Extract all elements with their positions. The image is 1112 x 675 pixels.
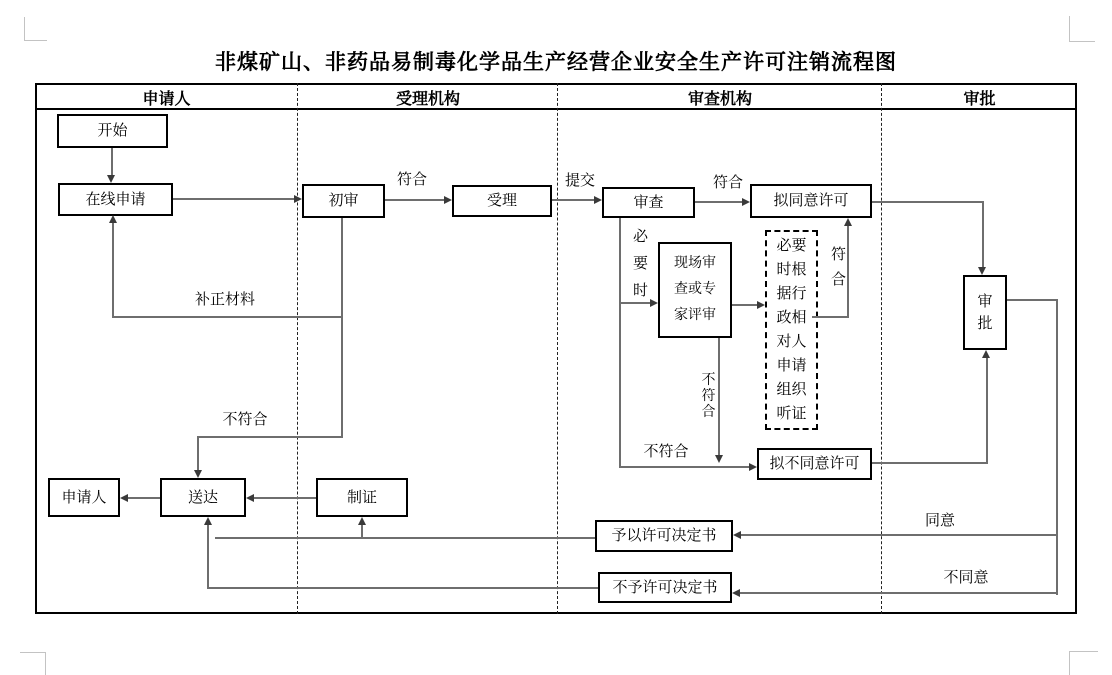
connector xyxy=(361,524,363,538)
arrowhead xyxy=(733,531,741,539)
flow-node-applicant: 申请人 xyxy=(48,478,120,517)
edge-label-conform-1: 符合 xyxy=(396,172,427,188)
arrowhead xyxy=(982,350,990,358)
flow-node-label: 审批 xyxy=(977,293,993,332)
connector xyxy=(341,218,343,438)
edge-label-conform-2: 符合 xyxy=(712,175,743,191)
connector xyxy=(872,462,988,464)
arrowhead xyxy=(204,517,212,525)
flow-node-deliver: 送达 xyxy=(160,478,246,517)
connector xyxy=(732,304,757,306)
lane-divider-1 xyxy=(297,83,298,614)
arrowhead xyxy=(120,494,128,502)
crop-mark-top-left xyxy=(24,17,47,41)
lane-header-review-agency: 审查机构 xyxy=(687,91,752,108)
arrowhead xyxy=(978,267,986,275)
flow-node-make-cert: 制证 xyxy=(316,478,408,517)
connector xyxy=(207,587,598,589)
connector xyxy=(982,201,984,267)
flow-node-online-apply: 在线申请 xyxy=(58,183,173,216)
arrowhead xyxy=(732,589,740,597)
connector xyxy=(1007,299,1058,301)
crop-mark-bottom-right xyxy=(1069,651,1098,675)
connector xyxy=(254,497,316,499)
flow-node-label: 必要时根据行政相对人申请组织听证 xyxy=(776,238,807,422)
arrowhead xyxy=(749,463,757,471)
connector xyxy=(173,198,294,200)
arrowhead xyxy=(107,175,115,183)
arrowhead xyxy=(715,455,723,463)
flow-node-hearing xyxy=(765,230,818,430)
connector xyxy=(197,436,199,470)
edge-label-not-conform-3: 不符合 xyxy=(643,444,689,460)
lane-header-applicant: 申请人 xyxy=(142,91,191,108)
connector xyxy=(695,201,742,203)
flow-node-propose-approve: 拟同意许可 xyxy=(750,184,872,218)
connector xyxy=(197,436,343,438)
arrowhead xyxy=(109,215,117,223)
flow-node-grant-decision: 予以许可决定书 xyxy=(595,520,733,552)
edge-label-supplement-materials: 补正材料 xyxy=(194,292,255,308)
edge-label-conform-3: 符合 xyxy=(830,247,846,288)
lane-header-approval: 审批 xyxy=(963,91,996,108)
connector xyxy=(112,316,343,318)
lane-header-accepting-agency: 受理机构 xyxy=(395,91,460,108)
flow-node-accept: 受理 xyxy=(452,185,552,217)
connector xyxy=(215,537,595,539)
flow-node-review: 审查 xyxy=(602,187,695,218)
connector xyxy=(207,524,209,588)
flow-node-deny-decision: 不予许可决定书 xyxy=(598,572,732,603)
page-title: 非煤矿山、非药品易制毒化学品生产经营企业安全生产许可注销流程图 xyxy=(215,50,897,74)
flow-node-approve xyxy=(963,275,1007,350)
connector xyxy=(385,199,444,201)
connector xyxy=(552,199,594,201)
edge-label-submit: 提交 xyxy=(564,173,595,189)
lane-divider-2 xyxy=(557,83,558,614)
arrowhead xyxy=(594,196,602,204)
connector xyxy=(619,466,749,468)
edge-label-agree: 同意 xyxy=(924,513,955,529)
arrowhead xyxy=(742,198,750,206)
connector xyxy=(619,218,621,468)
edge-label-not-conform-1: 不符合 xyxy=(222,412,268,428)
connector xyxy=(986,358,988,464)
connector xyxy=(718,338,720,455)
flow-node-site-review xyxy=(658,242,732,338)
connector xyxy=(740,592,1058,594)
flow-node-propose-reject: 拟不同意许可 xyxy=(757,448,872,480)
connector xyxy=(872,201,984,203)
flow-node-initial-review: 初审 xyxy=(302,184,385,218)
flow-node-label: 现场审查或专家评审 xyxy=(674,256,716,323)
arrowhead xyxy=(294,195,302,203)
connector xyxy=(847,226,849,318)
arrowhead xyxy=(194,470,202,478)
edge-label-disagree: 不同意 xyxy=(943,570,989,586)
arrowhead xyxy=(444,196,452,204)
connector xyxy=(128,497,160,499)
arrowhead xyxy=(757,301,765,309)
connector xyxy=(812,316,849,318)
arrowhead xyxy=(844,218,852,226)
lane-header-separator xyxy=(35,108,1077,110)
arrowhead xyxy=(358,517,366,525)
connector xyxy=(1056,299,1058,595)
arrowhead xyxy=(650,299,658,307)
connector xyxy=(112,223,114,317)
arrowhead xyxy=(246,494,254,502)
flow-node-start: 开始 xyxy=(57,114,168,148)
connector xyxy=(741,534,1058,536)
crop-mark-top-right xyxy=(1069,16,1095,42)
edge-label-not-conform-2: 不符合 xyxy=(701,373,716,420)
crop-mark-bottom-left xyxy=(20,652,46,675)
connector xyxy=(111,148,113,176)
edge-label-when-necessary: 必要时 xyxy=(632,229,648,299)
